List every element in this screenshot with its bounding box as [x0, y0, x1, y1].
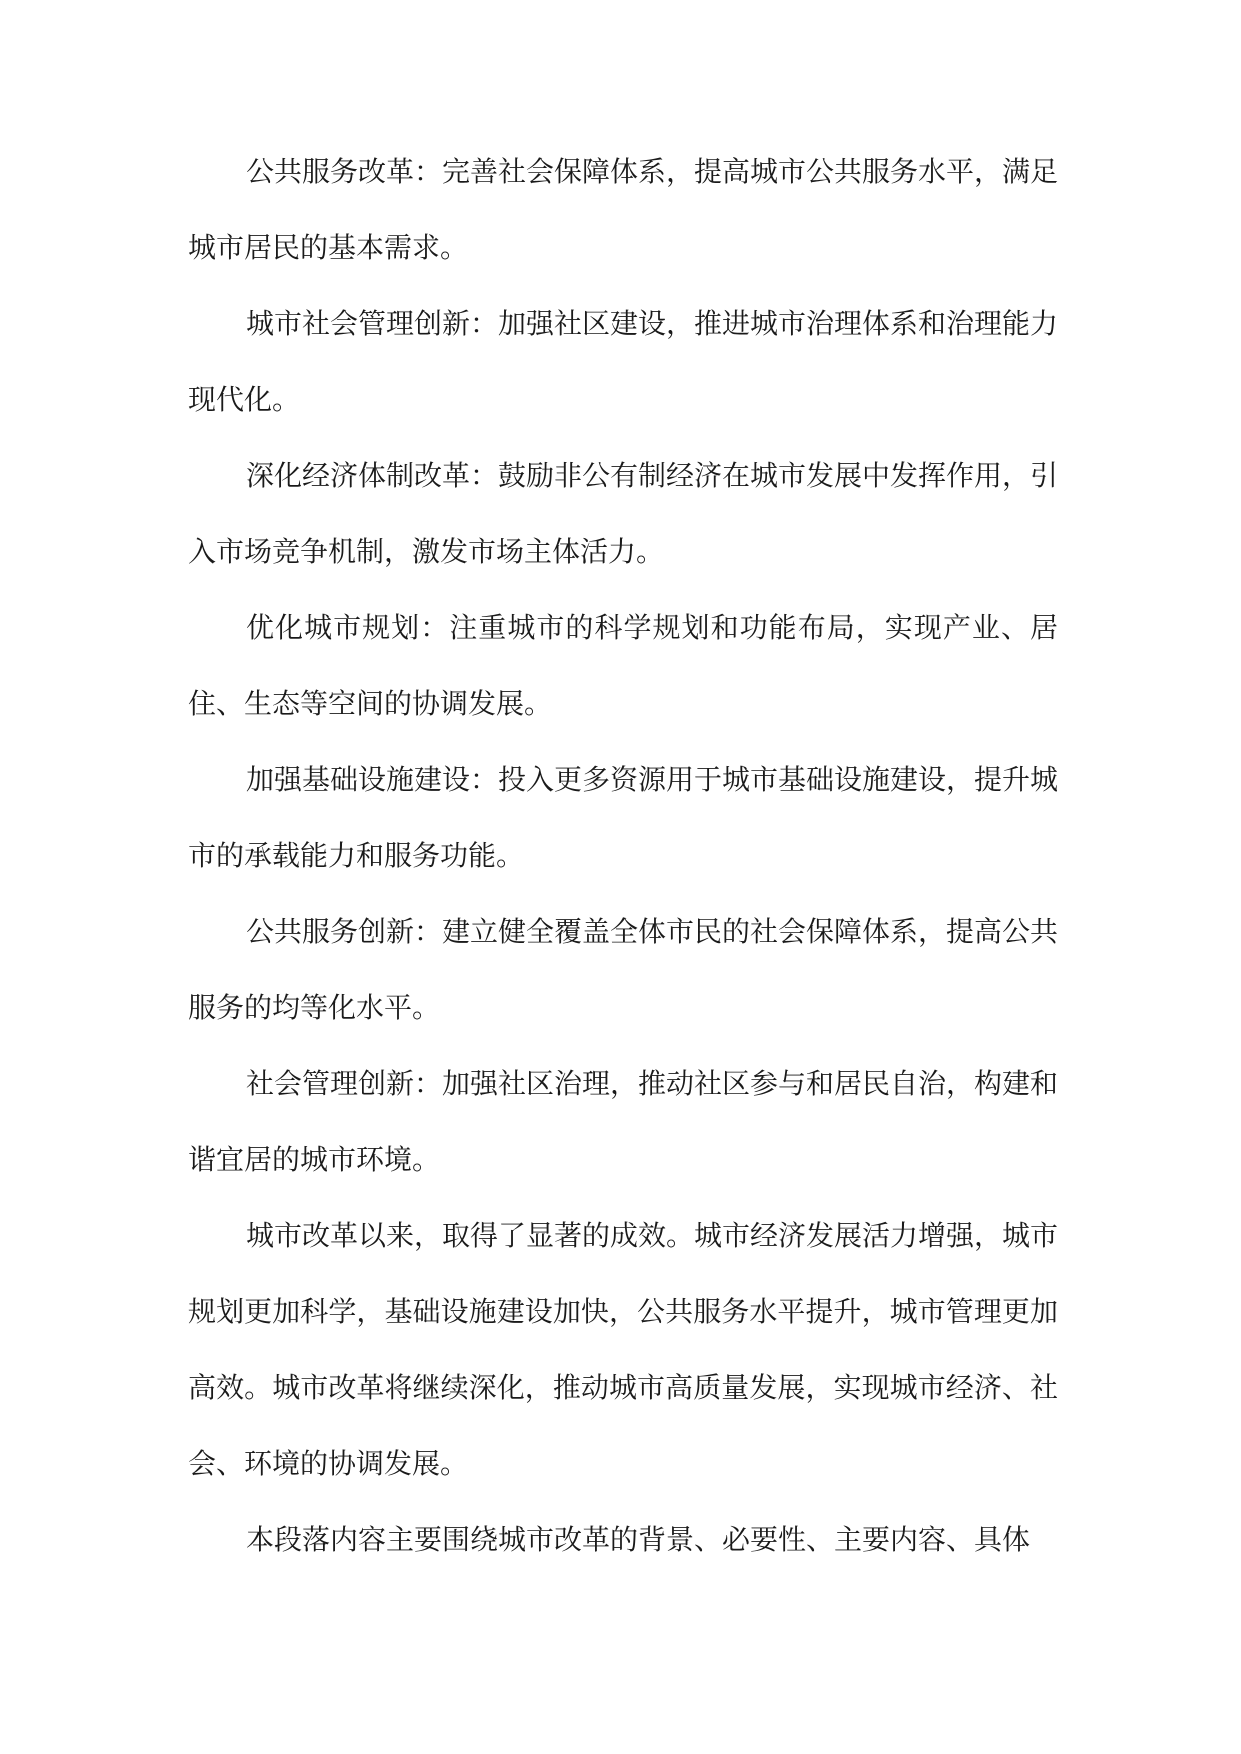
paragraph-public-service-innovation: 公共服务创新：建立健全覆盖全体市民的社会保障体系，提高公共服务的均等化水平。 [188, 915, 1059, 1024]
paragraph-economic-system-reform: 深化经济体制改革：鼓励非公有制经济在城市发展中发挥作用，引入市场竞争机制，激发市场主体活力。 [188, 459, 1059, 568]
paragraph-reform-results: 城市改革以来，取得了显著的成效。城市经济发展活力增强，城市规划更加科学，基础设施建设加快，公共服务水平提升，城市管理更加高效。城市改革将继续深化，推动城市高质量发展，实现城市经济、社会、环境的协调发展。 [188, 1219, 1059, 1480]
paragraph-public-service-reform: 公共服务改革：完善社会保障体系，提高城市公共服务水平，满足城市居民的基本需求。 [188, 155, 1059, 264]
paragraph-urban-planning: 优化城市规划：注重城市的科学规划和功能布局，实现产业、居住、生态等空间的协调发展。 [188, 611, 1058, 720]
paragraph-urban-social-management: 城市社会管理创新：加强社区建设，推进城市治理体系和治理能力现代化。 [188, 307, 1059, 416]
paragraph-social-management-innovation: 社会管理创新：加强社区治理，推动社区参与和居民自治，构建和谐宜居的城市环境。 [188, 1067, 1059, 1176]
paragraph-infrastructure: 加强基础设施建设：投入更多资源用于城市基础设施建设，提升城市的承载能力和服务功能。 [188, 763, 1059, 872]
paragraph-summary: 本段落内容主要围绕城市改革的背景、必要性、主要内容、具体 [246, 1523, 1031, 1556]
document-body [188, 134, 1058, 1578]
